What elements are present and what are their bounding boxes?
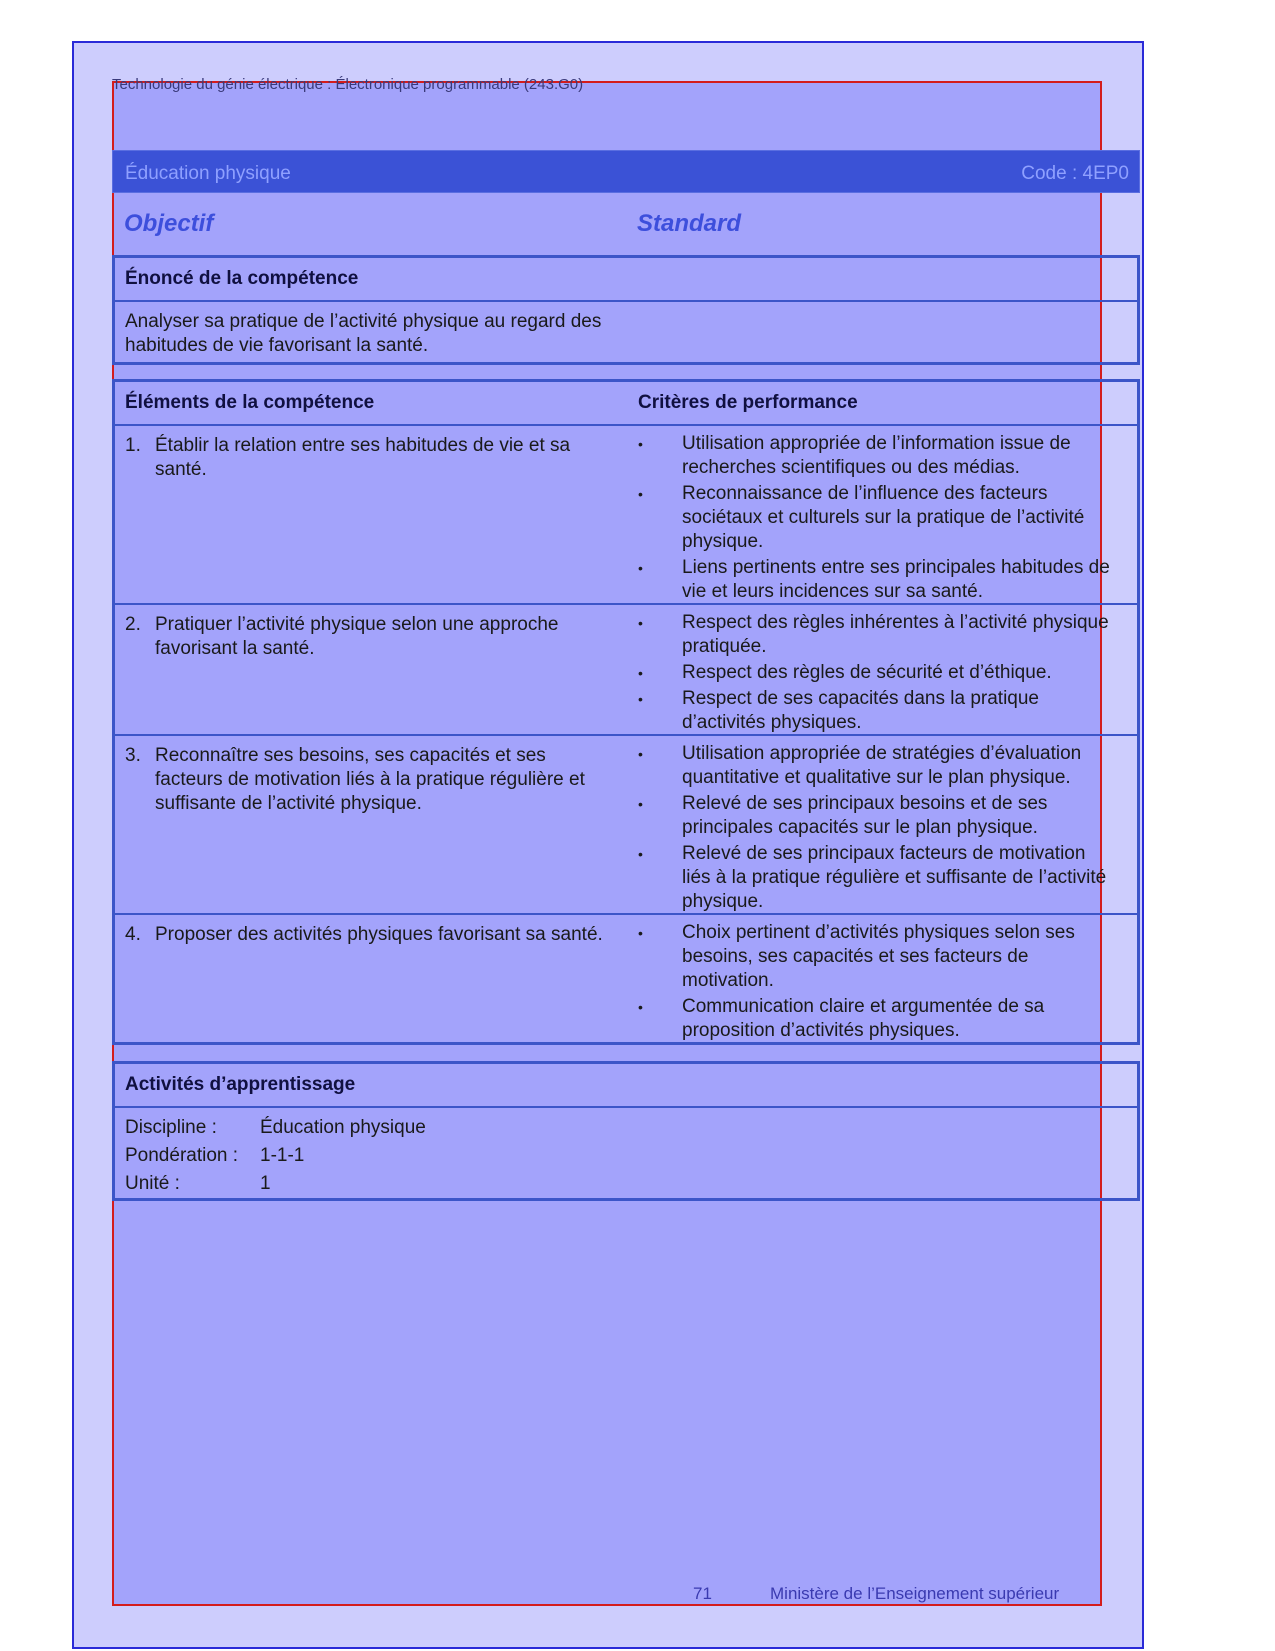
bullet-icon: • bbox=[638, 746, 643, 762]
bullet-icon: • bbox=[638, 999, 643, 1015]
bullet-icon: • bbox=[638, 436, 643, 452]
discipline-value: Éducation physique bbox=[260, 1117, 426, 1138]
bullet-icon: • bbox=[638, 615, 643, 631]
bullet-icon: • bbox=[638, 486, 643, 502]
element-number: 2. bbox=[125, 614, 141, 635]
objectif-heading: Objectif bbox=[124, 210, 214, 237]
unite-value: 1 bbox=[260, 1173, 271, 1194]
element-row bbox=[115, 736, 1137, 915]
criterion-item: • Reconnaissance de l’influence des facteurs sociétaux et culturels sur la pratique de l’activité physique. bbox=[638, 483, 1085, 552]
criterion-item: • Choix pertinent d’activités physiques selon ses besoins, ses capacités et ses facteurs de motivation. bbox=[638, 922, 1075, 991]
criterion-item: • Utilisation appropriée de stratégies d’évaluation quantitative et qualitative sur le plan physique. bbox=[638, 743, 1082, 788]
page-number: 71 bbox=[693, 1584, 712, 1603]
element-text: Reconnaître ses besoins, ses capacités et ses facteurs de motivation liés à la pratique régulière et suffisante de l’activité physique. bbox=[155, 745, 585, 814]
discipline-line bbox=[115, 1114, 1137, 1142]
criterion-item: • Relevé de ses principaux facteurs de motivation liés à la pratique régulière et suffisante de l’activité physique. bbox=[638, 843, 1107, 912]
criterion-item: • Relevé de ses principaux besoins et de ses principales capacités sur le plan physique. bbox=[638, 793, 1048, 838]
elements-header bbox=[115, 382, 1137, 426]
course-title-bar bbox=[112, 150, 1140, 193]
footer-ministry: Ministère de l’Enseignement supérieur bbox=[770, 1584, 1060, 1603]
activites-heading: Activités d’apprentissage bbox=[115, 1064, 1137, 1108]
criterion-item: • Respect de ses capacités dans la pratique d’activités physiques. bbox=[638, 688, 1039, 733]
criterion-item: • Utilisation appropriée de l’information issue de recherches scientifiques ou des médias. bbox=[638, 433, 1071, 478]
element-number: 4. bbox=[125, 924, 141, 945]
discipline-label: Discipline : bbox=[125, 1117, 217, 1138]
element-row bbox=[115, 915, 1137, 1044]
course-title: Éducation physique bbox=[125, 163, 291, 184]
activites-box bbox=[112, 1061, 1140, 1201]
bullet-icon: • bbox=[638, 691, 643, 707]
enonce-box bbox=[112, 255, 1140, 365]
elements-box bbox=[112, 379, 1140, 1045]
course-code: Code : 4EP0 bbox=[1021, 163, 1129, 184]
element-text: Établir la relation entre ses habitudes de vie et sa santé. bbox=[155, 435, 571, 480]
enonce-text: Analyser sa pratique de l’activité physique au regard des habitudes de vie favorisant la santé. bbox=[125, 311, 602, 356]
running-header: Technologie du génie électrique : Électronique programmable (243.G0) bbox=[112, 76, 584, 93]
ponderation-line bbox=[115, 1142, 1137, 1170]
criterion-item: • Communication claire et argumentée de sa proposition d’activités physiques. bbox=[638, 996, 1045, 1041]
elements-heading: Éléments de la compétence bbox=[125, 392, 375, 413]
bullet-icon: • bbox=[638, 925, 643, 941]
criterion-item: • Liens pertinents entre ses principales habitudes de vie et leurs incidences sur sa santé. bbox=[638, 557, 1110, 602]
bullet-icon: • bbox=[638, 796, 643, 812]
element-row bbox=[115, 605, 1137, 736]
standard-heading: Standard bbox=[637, 210, 742, 237]
criterion-item: • Respect des règles de sécurité et d’éthique. bbox=[638, 662, 1052, 683]
unite-label: Unité : bbox=[125, 1173, 180, 1194]
element-number: 3. bbox=[125, 745, 141, 766]
ponderation-label: Pondération : bbox=[125, 1145, 239, 1166]
bullet-icon: • bbox=[638, 665, 643, 681]
element-text: Pratiquer l’activité physique selon une approche favorisant la santé. bbox=[155, 614, 559, 659]
element-row bbox=[115, 426, 1137, 605]
enonce-heading: Énoncé de la compétence bbox=[115, 258, 1137, 302]
bullet-icon: • bbox=[638, 846, 643, 862]
ponderation-value: 1-1-1 bbox=[260, 1145, 305, 1166]
element-text: Proposer des activités physiques favorisant sa santé. bbox=[155, 924, 603, 945]
criteria-heading: Critères de performance bbox=[638, 392, 858, 413]
criterion-item: • Respect des règles inhérentes à l’activité physique pratiquée. bbox=[638, 612, 1109, 657]
element-number: 1. bbox=[125, 435, 141, 456]
bullet-icon: • bbox=[638, 560, 643, 576]
unite-line bbox=[115, 1170, 1137, 1198]
